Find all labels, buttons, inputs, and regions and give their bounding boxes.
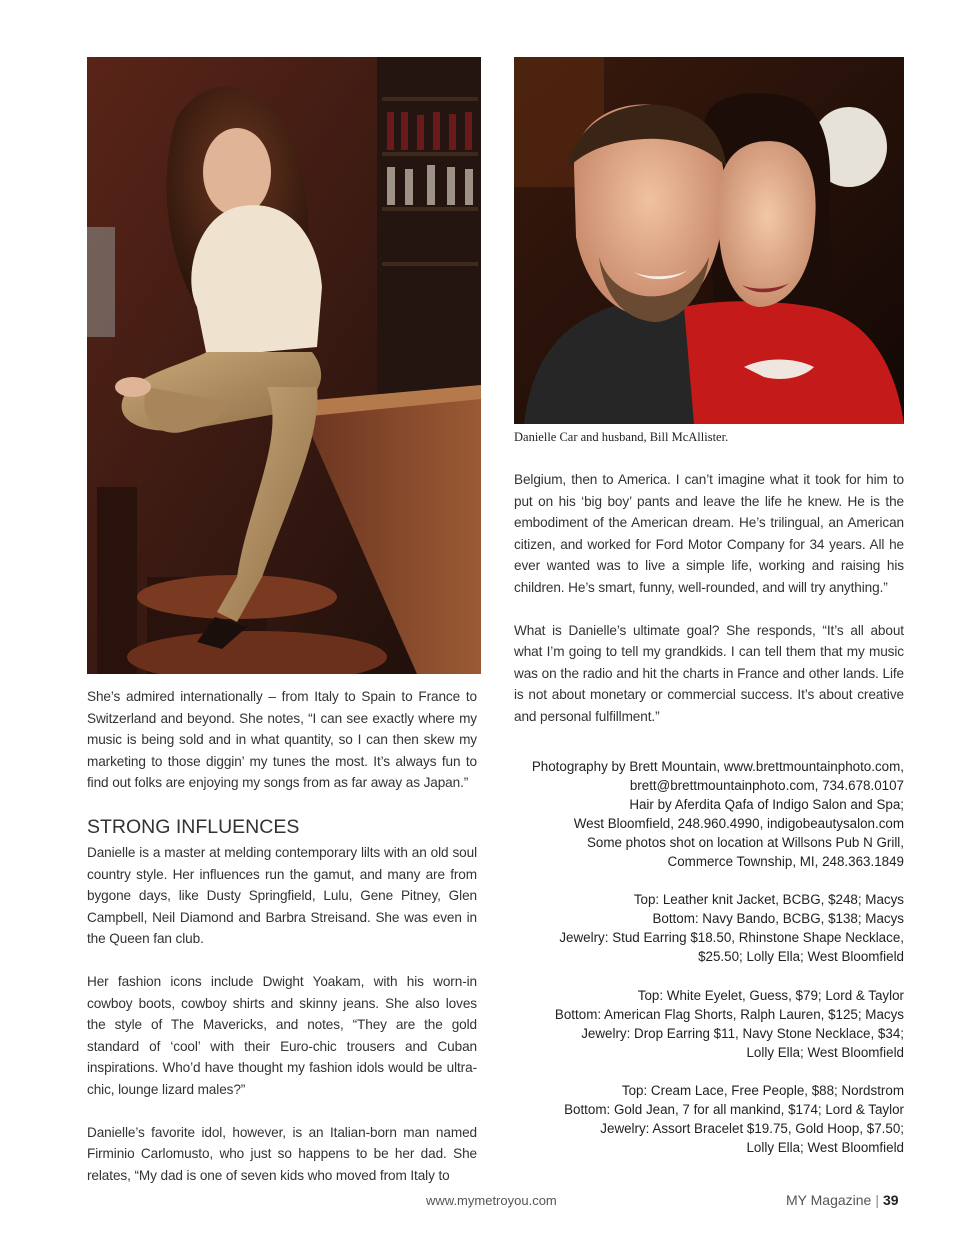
article-right-column bbox=[514, 469, 904, 749]
paragraph: Her fashion icons include Dwight Yoakam, with his worn-in cowboy boots, cowboy shirts and skinny jeans. She also loves the style of The Mavericks, and notes, “They are the gold standard of ‘cool’ with their Euro-chic trousers and Cuban inspirations. Who’d have thought my fashion idols would be ultra-chic, lounge lizard males?” bbox=[87, 973, 477, 1097]
footer-website-link[interactable]: www.mymetroyou.com bbox=[426, 1193, 557, 1208]
credit-line: Commerce Township, MI, 248.363.1849 bbox=[667, 854, 904, 870]
outfit-line: Top: Cream Lace, Free People, $88; Nordstrom bbox=[621, 1083, 904, 1098]
section-heading: STRONG INFLUENCES bbox=[87, 815, 300, 838]
credit-line: brett@brettmountainphoto.com, 734.678.0107 bbox=[629, 778, 904, 794]
photo-caption: Danielle Car and husband, Bill McAllister. bbox=[514, 430, 729, 444]
paragraph: Danielle’s favorite idol, however, is an Italian-born man named Firminio Carlomusto, who just so happens to be her dad. She relates, “My dad is one of seven kids who moved from Italy to bbox=[87, 1124, 477, 1183]
outfit-line: Top: White Eyelet, Guess, $79; Lord & Taylor bbox=[637, 988, 904, 1003]
outfit-credits-2 bbox=[505, 986, 904, 1062]
photo-woman-at-bar bbox=[87, 57, 481, 674]
paragraph: Belgium, then to America. I can’t imagine what it took for him to put on his ‘big boy’ pants and leave the life he knew. He is the embodiment of the American dream. He’s trilingual, an American citizen, and worked for Ford Motor Company for 34 years. All he ever wanted was to live a simple life, working and raising his children. He’s smart, funny, well-rounded, and will try anything.” bbox=[514, 472, 904, 595]
outfit-line: Lolly Ella; West Bloomfield bbox=[746, 1045, 904, 1061]
credit-line: West Bloomfield, 248.960.4990, indigobeautysalon.com bbox=[573, 816, 904, 832]
photo-couple-image bbox=[514, 57, 904, 424]
outfit-line: Bottom: American Flag Shorts, Ralph Lauren, $125; Macys bbox=[554, 1007, 904, 1023]
page-number: 39 bbox=[882, 1192, 899, 1208]
credit-line: Photography by Brett Mountain, www.brettmountainphoto.com, bbox=[531, 759, 904, 774]
outfit-line: Top: Leather knit Jacket, BCBG, $248; Macys bbox=[633, 892, 904, 907]
article-left-column bbox=[87, 686, 477, 1207]
paragraph: What is Danielle’s ultimate goal? She responds, “It’s all about what I’m going to tell my grandkids. I can tell them that my music was on the radio and hit the charts in France and other lands. Life is not about monetary or commercial success. It’s about creative and personal fulfillment.” bbox=[514, 622, 904, 724]
outfit-credits-3 bbox=[505, 1081, 904, 1157]
credit-line: Some photos shot on location at Willsons Pub N Grill, bbox=[586, 835, 904, 851]
outfit-credits-1 bbox=[505, 890, 904, 966]
outfit-line: $25.50; Lolly Ella; West Bloomfield bbox=[698, 949, 904, 965]
outfit-line: Lolly Ella; West Bloomfield bbox=[746, 1140, 904, 1156]
footer-separator: | bbox=[875, 1192, 879, 1208]
outfit-line: Bottom: Gold Jean, 7 for all mankind, $174; Lord & Taylor bbox=[564, 1102, 904, 1118]
outfit-line: Bottom: Navy Bando, BCBG, $138; Macys bbox=[652, 911, 904, 927]
footer-magazine bbox=[786, 1192, 899, 1208]
photo-woman-at-bar-image bbox=[87, 57, 481, 674]
outfit-line: Jewelry: Stud Earring $18.50, Rhinstone Shape Necklace, bbox=[559, 930, 904, 946]
magazine-name: MY Magazine bbox=[786, 1192, 872, 1208]
outfit-line: Jewelry: Drop Earring $11, Navy Stone Necklace, $34; bbox=[581, 1026, 904, 1042]
photo-couple bbox=[514, 57, 904, 424]
paragraph: She’s admired internationally – from Italy to Spain to France to Switzerland and beyond. She notes, “I can see exactly where my music is being sold and in what quantity, so I can then skew my marketing to those diggin’ my tunes the most. It’s always fun to find out folks are enjoying my songs from as far away as Japan.” bbox=[87, 689, 477, 791]
outfit-line: Jewelry: Assort Bracelet $19.75, Gold Hoop, $7.50; bbox=[600, 1121, 904, 1137]
paragraph: Danielle is a master at melding contemporary lilts with an old soul country style. Her influences run the gamut, and many are from bygone days, like Dusty Springfield, Lulu, Gene Pitney, Glen Campbell, Neil Diamond and Barbra Streisand. She was even in the Queen fan club. bbox=[87, 844, 477, 947]
photo-credits bbox=[505, 757, 904, 872]
credit-line: Hair by Aferdita Qafa of Indigo Salon and Spa; bbox=[629, 797, 904, 813]
